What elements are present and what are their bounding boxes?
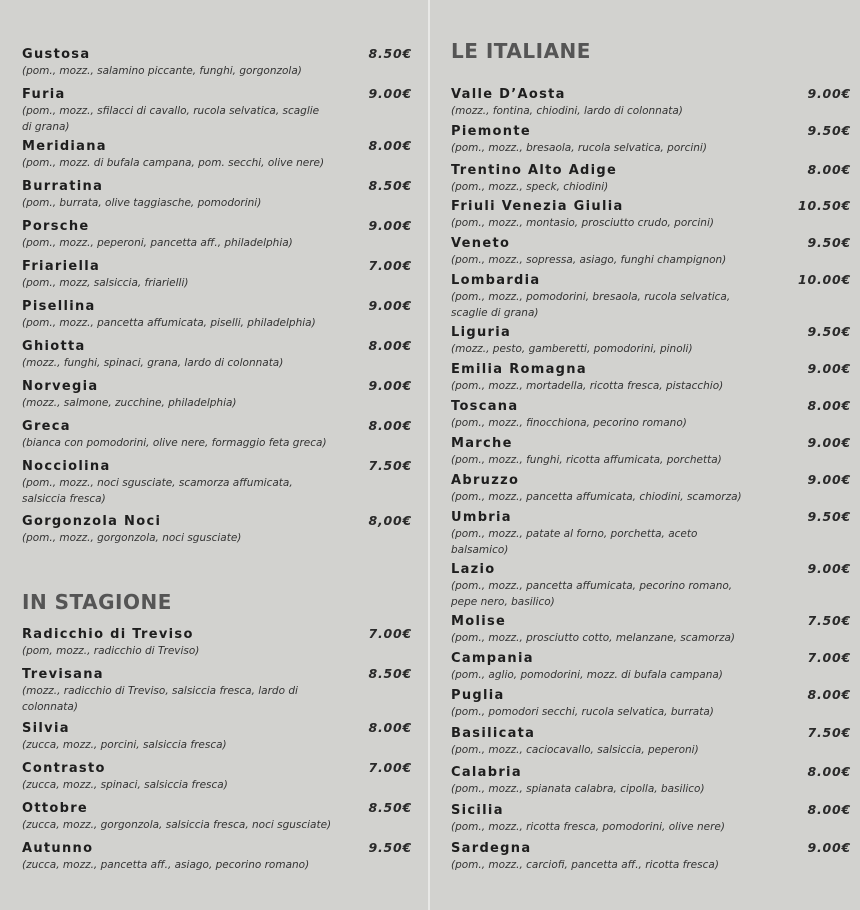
item-name: Contrasto — [22, 761, 106, 776]
item-desc: (pom., pomodori secchi, rucola selvatica, burrata) — [451, 706, 714, 718]
menu-item — [451, 725, 851, 758]
item-price: 7.00€ — [368, 258, 412, 273]
item-desc: (pom., aglio, pomodorini, mozz. di bufala campana) — [451, 669, 723, 681]
item-desc: (pom., mozz., pancetta affumicata, chiodini, scamorza) — [451, 491, 742, 503]
item-desc: (pom., mozz. di bufala campana, pom. secchi, olive nere) — [22, 157, 325, 169]
item-desc: (mozz., radicchio di Treviso, salsiccia fresca, lardo di colonnata) — [22, 685, 298, 713]
item-name: Autunno — [22, 841, 94, 856]
item-price: 8.50€ — [368, 666, 412, 681]
item-name: Gorgonzola Noci — [22, 514, 162, 529]
menu-item — [451, 650, 851, 683]
item-price: 7.00€ — [368, 760, 412, 775]
item-desc: (pom., mozz., gorgonzola, noci sgusciate) — [22, 532, 242, 544]
item-name: Ghiotta — [22, 339, 86, 354]
menu-item — [451, 162, 851, 195]
menu-item — [22, 138, 412, 171]
item-price: 8.00€ — [368, 418, 412, 433]
item-price: 7.50€ — [807, 613, 851, 628]
item-desc: (pom., burrata, olive taggiasche, pomodorini) — [22, 197, 262, 209]
item-name: Furia — [22, 87, 66, 102]
item-desc: (mozz., pesto, gamberetti, pomodorini, pinoli) — [451, 343, 693, 355]
item-name: Campania — [451, 651, 534, 666]
item-name: Ottobre — [22, 801, 89, 816]
item-price: 8.00€ — [807, 687, 851, 702]
item-desc: (pom., mozz., mortadella, ricotta fresca, pistacchio) — [451, 380, 724, 392]
menu-item — [22, 458, 412, 507]
menu-item — [22, 800, 412, 833]
item-desc: (zucca, mozz., spinaci, salsiccia fresca) — [22, 779, 228, 791]
item-name: Gustosa — [22, 47, 91, 62]
menu-item — [451, 802, 851, 835]
item-desc: (pom., mozz., finocchiona, pecorino romano) — [451, 417, 687, 429]
section-title-in-stagione: IN STAGIONE — [22, 590, 172, 614]
item-name: Silvia — [22, 721, 70, 736]
item-desc: (pom., mozz., caciocavallo, salsiccia, peperoni) — [451, 744, 699, 756]
item-name: Puglia — [451, 688, 505, 703]
menu-item — [451, 198, 851, 231]
item-price: 9.00€ — [807, 561, 851, 576]
item-desc: (mozz., salmone, zucchine, philadelphia) — [22, 397, 237, 409]
item-desc: (pom., mozz., pancetta affumicata, piselli, philadelphia) — [22, 317, 316, 329]
item-name: Burratina — [22, 179, 104, 194]
item-name: Marche — [451, 436, 513, 451]
menu-item — [451, 509, 851, 558]
item-desc: (pom., mozz., pomodorini, bresaola, rucola selvatica, scaglie di grana) — [451, 291, 731, 319]
item-desc: (pom., mozz., salamino piccante, funghi, gorgonzola) — [22, 65, 302, 77]
menu-item — [22, 418, 412, 451]
item-name: Abruzzo — [451, 473, 520, 488]
menu-item — [22, 338, 412, 371]
item-name: Piemonte — [451, 124, 531, 139]
item-name: Molise — [451, 614, 507, 629]
menu-item — [451, 398, 851, 431]
item-price: 10.00€ — [797, 272, 851, 287]
item-price: 8.50€ — [368, 178, 412, 193]
item-desc: (pom., mozz., peperoni, pancetta aff., philadelphia) — [22, 237, 293, 249]
item-desc: (pom., mozz., prosciutto cotto, melanzane, scamorza) — [451, 632, 735, 644]
menu-item — [451, 235, 851, 268]
item-desc: (pom., mozz., sopressa, asiago, funghi champignon) — [451, 254, 727, 266]
menu-item — [22, 218, 412, 251]
item-price: 9.00€ — [807, 472, 851, 487]
menu-item — [22, 46, 412, 79]
item-price: 8.00€ — [368, 338, 412, 353]
menu-item — [22, 178, 412, 211]
item-name: Sicilia — [451, 803, 504, 818]
menu-item — [451, 324, 851, 357]
item-price: 9.00€ — [368, 378, 412, 393]
item-price: 9.00€ — [807, 840, 851, 855]
item-desc: (pom., mozz., bresaola, rucola selvatica, porcini) — [451, 142, 707, 154]
item-price: 8.00€ — [807, 398, 851, 413]
menu-item — [22, 298, 412, 331]
menu-item — [22, 86, 412, 135]
item-price: 8.50€ — [368, 46, 412, 61]
item-price: 9.00€ — [807, 86, 851, 101]
item-desc: (zucca, mozz., gorgonzola, salsiccia fresca, noci sgusciate) — [22, 819, 332, 831]
item-name: Porsche — [22, 219, 90, 234]
menu-item — [22, 666, 412, 715]
item-price: 7.50€ — [807, 725, 851, 740]
item-name: Basilicata — [451, 726, 536, 741]
item-name: Umbria — [451, 510, 512, 525]
item-name: Pisellina — [22, 299, 96, 314]
item-price: 7.00€ — [807, 650, 851, 665]
item-price: 7.50€ — [368, 458, 412, 473]
item-price: 9.00€ — [368, 218, 412, 233]
section-title-le-italiane: LE ITALIANE — [451, 39, 591, 63]
item-name: Norvegia — [22, 379, 99, 394]
menu-item — [22, 626, 412, 659]
item-name: Calabria — [451, 765, 522, 780]
item-desc: (pom., mozz., carciofi, pancetta aff., ricotta fresca) — [451, 859, 719, 871]
item-name: Liguria — [451, 325, 512, 340]
menu-item — [22, 840, 412, 873]
item-price: 9.00€ — [807, 435, 851, 450]
menu-item — [451, 86, 851, 119]
item-price: 10.50€ — [797, 198, 851, 213]
item-price: 8.50€ — [368, 800, 412, 815]
item-price: 8.00€ — [368, 138, 412, 153]
item-desc: (pom., mozz., spianata calabra, cipolla, basilico) — [451, 783, 705, 795]
item-desc: (pom., mozz., patate al forno, porchetta, aceto balsamico) — [451, 528, 698, 556]
item-price: 9.50€ — [807, 235, 851, 250]
item-desc: (pom., mozz., sfilacci di cavallo, rucola selvatica, scaglie di grana) — [22, 105, 320, 133]
item-name: Meridiana — [22, 139, 107, 154]
item-price: 8,00€ — [368, 513, 412, 528]
item-name: Friariella — [22, 259, 101, 274]
menu-item — [22, 720, 412, 753]
item-name: Trentino Alto Adige — [451, 163, 618, 178]
menu-item — [451, 361, 851, 394]
item-desc: (pom., mozz., funghi, ricotta affumicata, porchetta) — [451, 454, 722, 466]
menu-item — [22, 760, 412, 793]
menu-item — [22, 258, 412, 291]
item-price: 9.00€ — [368, 86, 412, 101]
item-desc: (pom., mozz., pancetta affumicata, pecorino romano, pepe nero, basilico) — [451, 580, 733, 608]
item-name: Sardegna — [451, 841, 532, 856]
item-name: Friuli Venezia Giulia — [451, 199, 624, 214]
item-price: 8.00€ — [807, 764, 851, 779]
item-name: Lazio — [451, 562, 496, 577]
item-desc: (pom., mozz., noci sgusciate, scamorza affumicata, salsiccia fresca) — [22, 477, 293, 505]
item-name: Valle D’Aosta — [451, 87, 566, 102]
item-name: Greca — [22, 419, 71, 434]
item-name: Trevisana — [22, 667, 104, 682]
column-divider — [428, 0, 430, 910]
item-desc: (mozz., funghi, spinaci, grana, lardo di colonnata) — [22, 357, 284, 369]
item-name: Radicchio di Treviso — [22, 627, 194, 642]
item-desc: (pom., mozz., ricotta fresca, pomodorini, olive nere) — [451, 821, 725, 833]
item-desc: (pom., mozz., montasio, prosciutto crudo, porcini) — [451, 217, 714, 229]
menu-item — [451, 272, 851, 321]
item-price: 8.00€ — [807, 802, 851, 817]
item-desc: (pom., mozz., speck, chiodini) — [451, 181, 609, 193]
item-name: Lombardia — [451, 273, 541, 288]
menu-item — [451, 687, 851, 720]
menu-item — [22, 378, 412, 411]
item-name: Veneto — [451, 236, 511, 251]
item-price: 8.00€ — [368, 720, 412, 735]
item-desc: (zucca, mozz., porcini, salsiccia fresca) — [22, 739, 227, 751]
menu-item — [22, 513, 412, 546]
item-desc: (bianca con pomodorini, olive nere, formaggio feta greca) — [22, 437, 327, 449]
menu-item — [451, 561, 851, 610]
item-price: 9.50€ — [807, 509, 851, 524]
item-desc: (pom., mozz, salsiccia, friarielli) — [22, 277, 189, 289]
item-price: 9.00€ — [807, 361, 851, 376]
menu-item — [451, 764, 851, 797]
item-price: 9.50€ — [368, 840, 412, 855]
item-name: Emilia Romagna — [451, 362, 587, 377]
menu-item — [451, 613, 851, 646]
item-name: Nocciolina — [22, 459, 111, 474]
item-price: 7.00€ — [368, 626, 412, 641]
item-price: 8.00€ — [807, 162, 851, 177]
menu-item — [451, 435, 851, 468]
item-price: 9.50€ — [807, 123, 851, 138]
item-desc: (pom, mozz., radicchio di Treviso) — [22, 645, 200, 657]
item-name: Toscana — [451, 399, 519, 414]
item-price: 9.50€ — [807, 324, 851, 339]
menu-item — [451, 123, 851, 156]
item-price: 9.00€ — [368, 298, 412, 313]
item-desc: (mozz., fontina, chiodini, lardo di colonnata) — [451, 105, 683, 117]
item-desc: (zucca, mozz., pancetta aff., asiago, pecorino romano) — [22, 859, 310, 871]
menu-item — [451, 840, 851, 873]
menu-item — [451, 472, 851, 505]
